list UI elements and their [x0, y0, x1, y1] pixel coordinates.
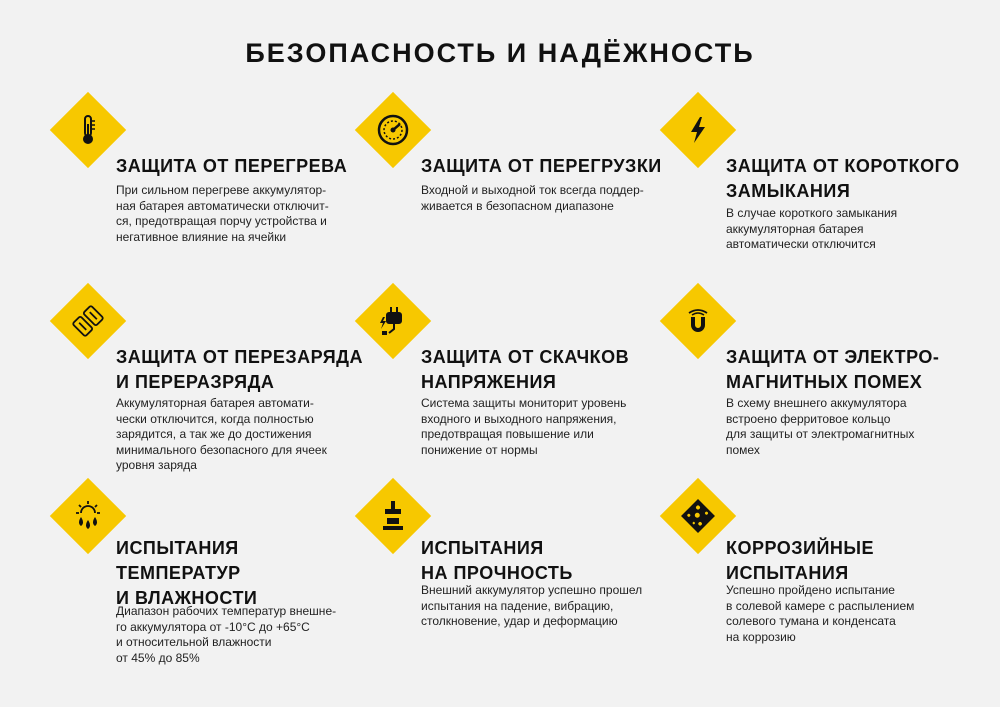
battery-cells-icon: [50, 283, 126, 359]
feature-heading-corrosion: КОРРОЗИЙНЫЕ ИСПЫТАНИЯ: [726, 538, 875, 583]
feature-desc-temperature: Диапазон рабочих температур внешне- го аккумулятора от -10°C до +65°C и относительной влажности от 45% до 85%: [116, 604, 337, 665]
feature-heading-short-circuit: ЗАЩИТА ОТ КОРОТКОГО ЗАМЫКАНИЯ: [726, 156, 960, 201]
feature-desc-overload: Входной и выходной ток всегда поддер- живается в безопасном диапазоне: [421, 183, 644, 213]
feature-desc-corrosion: Успешно пройдено испытание в солевой камере с распылением солевого тумана и конденсата на коррозию: [726, 583, 915, 644]
feature-heading-voltage-surge: ЗАЩИТА ОТ СКАЧКОВ НАПРЯЖЕНИЯ: [421, 347, 630, 392]
feature-heading-strength: ИСПЫТАНИЯ НА ПРОЧНОСТЬ: [421, 538, 573, 583]
feature-desc-overheat: При сильном перегреве аккумулятор- ная батарея автоматически отключит- ся, предотвращая порчу устройства и негативное влияние на ячейки: [116, 183, 329, 244]
corrosion-icon: [660, 478, 736, 554]
feature-desc-strength: Внешний аккумулятор успешно прошел испытания на падение, вибрацию, столкновение, удар и деформацию: [421, 583, 643, 628]
feature-heading-overheat: ЗАЩИТА ОТ ПЕРЕГРЕВА: [116, 156, 348, 176]
lightning-icon: [660, 92, 736, 168]
feature-heading-overload: ЗАЩИТА ОТ ПЕРЕГРУЗКИ: [421, 156, 662, 176]
press-icon: [355, 478, 431, 554]
feature-desc-emi: В схему внешнего аккумулятора встроено ферритовое кольцо для защиты от электромагнитных помех: [726, 396, 915, 457]
feature-desc-voltage-surge: Система защиты мониторит уровень входного и выходного напряжения, предотвращая повышение или понижение от нормы: [421, 396, 627, 457]
gauge-icon: [355, 92, 431, 168]
sun-drops-icon: [50, 478, 126, 554]
feature-desc-overcharge: Аккумуляторная батарея автомати- чески отключится, когда полностью зарядится, а так же до достижения минимального безопасного для ячеек уровня заряда: [116, 396, 327, 472]
magnet-icon: [660, 283, 736, 359]
thermometer-icon: [50, 92, 126, 168]
feature-desc-short-circuit: В случае короткого замыкания аккумуляторная батарея автоматически отключится: [726, 206, 898, 251]
plug-icon: [355, 283, 431, 359]
feature-heading-emi: ЗАЩИТА ОТ ЭЛЕКТРО- МАГНИТНЫХ ПОМЕХ: [726, 347, 940, 392]
feature-heading-overcharge: ЗАЩИТА ОТ ПЕРЕЗАРЯДА И ПЕРЕРАЗРЯДА: [116, 347, 363, 392]
page-title: БЕЗОПАСНОСТЬ И НАДЁЖНОСТЬ: [245, 38, 755, 68]
feature-heading-temperature: ИСПЫТАНИЯ ТЕМПЕРАТУР И ВЛАЖНОСТИ: [116, 538, 258, 608]
